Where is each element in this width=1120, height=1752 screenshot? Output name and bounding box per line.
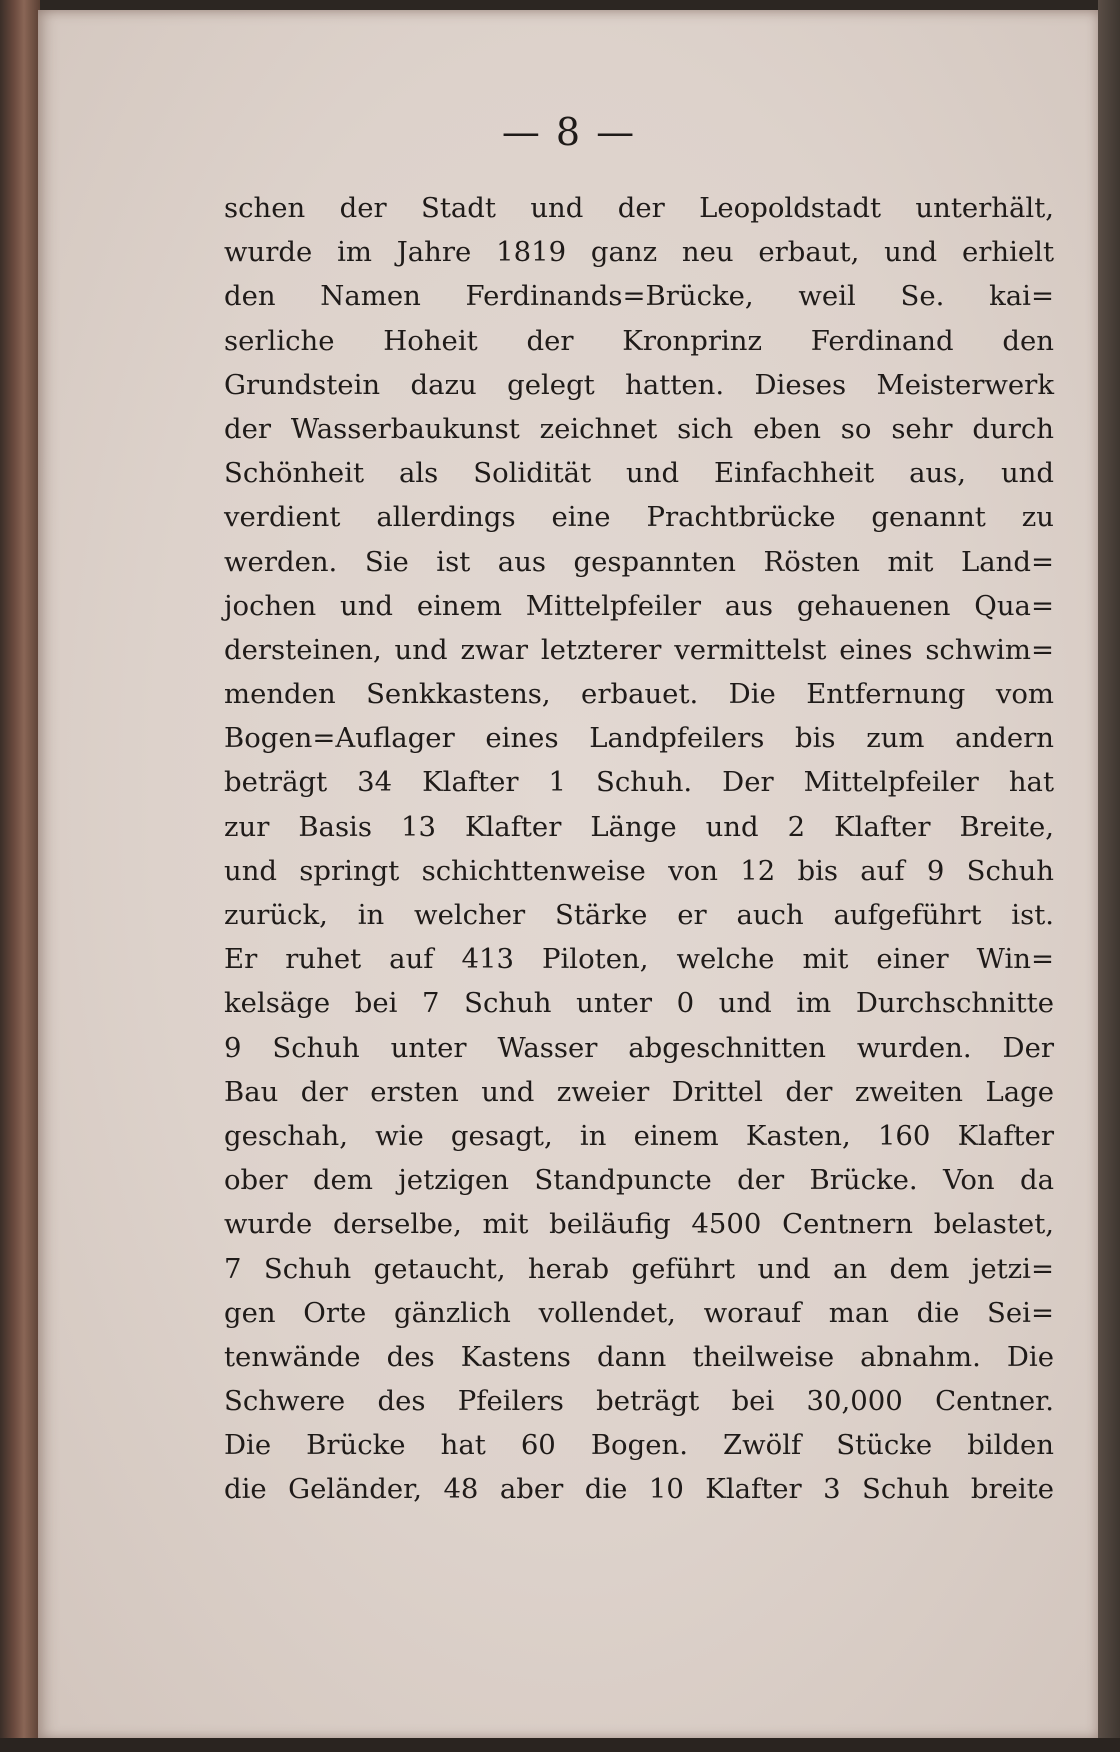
text-line: serliche Hoheit der Kronprinz Ferdinand den [224, 324, 1054, 357]
text-line: gen Orte gänzlich vollendet, worauf man die Sei= [224, 1296, 1054, 1329]
text-line: ober dem jetzigen Standpuncte der Brücke. Von da [224, 1164, 1054, 1197]
text-line: Bau der ersten und zweier Drittel der zweiten Lage [224, 1075, 1054, 1108]
text-line: wurde im Jahre 1819 ganz neu erbaut, und erhielt [224, 236, 1054, 269]
text-line: den Namen Ferdinands=Brücke, weil Se. kai= [224, 280, 1054, 313]
text-line: jochen und einem Mittelpfeiler aus gehauenen Qua= [224, 589, 1054, 622]
text-line: Grundstein dazu gelegt hatten. Dieses Meisterwerk [224, 368, 1054, 401]
text-line: tenwände des Kastens dann theilweise abnahm. Die [224, 1340, 1054, 1373]
text-line: Er ruhet auf 413 Piloten, welche mit einer Win= [224, 943, 1054, 976]
text-line: schen der Stadt und der Leopoldstadt unterhält, [224, 192, 1054, 224]
text-line: geschah, wie gesagt, in einem Kasten, 160 Klafter [224, 1119, 1054, 1152]
body-text [224, 186, 1054, 1512]
text-line: die Geländer, 48 aber die 10 Klafter 3 Schuh breite [224, 1473, 1054, 1506]
text-line: Die Brücke hat 60 Bogen. Zwölf Stücke bilden [224, 1429, 1054, 1462]
text-line: kelsäge bei 7 Schuh unter 0 und im Durchschnitte [224, 987, 1054, 1020]
text-line: zur Basis 13 Klafter Länge und 2 Klafter Breite, [224, 810, 1054, 843]
text-line: beträgt 34 Klafter 1 Schuh. Der Mittelpfeiler hat [224, 766, 1054, 799]
page-number: — 8 — [501, 110, 637, 154]
text-line: 9 Schuh unter Wasser abgeschnitten wurden. Der [224, 1031, 1054, 1064]
scan-bottom-edge [0, 1738, 1120, 1752]
text-line: Schönheit als Solidität und Einfachheit aus, und [224, 457, 1054, 490]
text-line: verdient allerdings eine Prachtbrücke genannt zu [224, 501, 1054, 534]
text-line: der Wasserbaukunst zeichnet sich eben so sehr durch [224, 412, 1054, 445]
book-fore-edge [1098, 0, 1120, 1752]
text-line: menden Senkkastens, erbauet. Die Entfernung vom [224, 678, 1054, 711]
text-line: zurück, in welcher Stärke er auch aufgeführt ist. [224, 899, 1054, 931]
book-page [38, 10, 1100, 1740]
text-line: wurde derselbe, mit beiläufig 4500 Centnern belastet, [224, 1208, 1054, 1241]
text-line: dersteinen, und zwar letzterer vermittelst eines schwim= [224, 633, 1054, 666]
text-line: Bogen=Auflager eines Landpfeilers bis zum andern [224, 722, 1054, 755]
text-line: Schwere des Pfeilers beträgt bei 30,000 Centner. [224, 1385, 1054, 1418]
book-spine-edge [0, 0, 40, 1752]
text-line: werden. Sie ist aus gespannten Rösten mit Land= [224, 545, 1054, 578]
text-line: und springt schichttenweise von 12 bis auf 9 Schuh [224, 854, 1054, 887]
text-line: 7 Schuh getaucht, herab geführt und an dem jetzi= [224, 1252, 1054, 1285]
